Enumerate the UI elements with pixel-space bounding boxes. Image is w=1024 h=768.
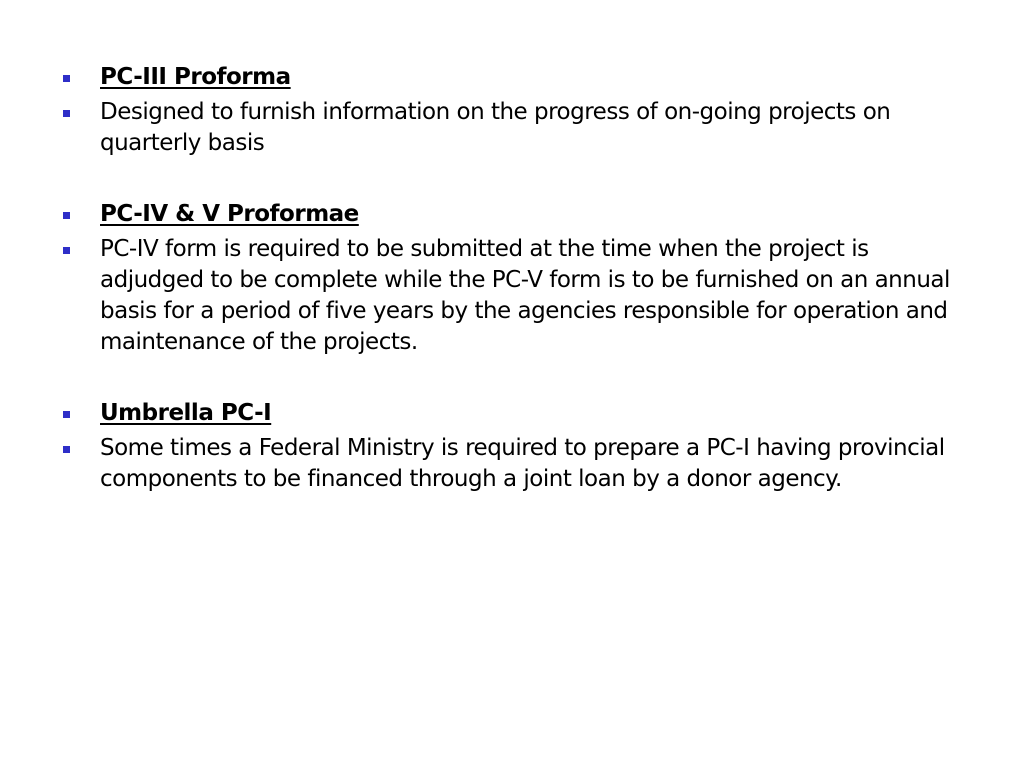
heading-text: PC-IV & V Proformae xyxy=(100,201,359,227)
body-text: Some times a Federal Ministry is required to prepare a PC-I having provincial components to be financed through a joint loan by a donor agency. xyxy=(100,435,945,492)
bullet-text-pc-iii xyxy=(60,97,960,159)
square-bullet-icon xyxy=(63,110,70,117)
bullet-text-umbrella xyxy=(60,433,960,495)
square-bullet-icon xyxy=(63,446,70,453)
square-bullet-icon xyxy=(63,247,70,254)
body-text: Designed to furnish information on the progress of on-going projects on quarterly basis xyxy=(100,99,891,156)
square-bullet-icon xyxy=(63,411,70,418)
square-bullet-icon xyxy=(63,212,70,219)
heading-text: PC-III Proforma xyxy=(100,64,291,90)
body-text: PC-IV form is required to be submitted at the time when the project is adjudged to be complete while the PC-V form is to be furnished on an annual basis for a period of five years by the agencies responsible for operation and maintenance of the projects. xyxy=(100,236,950,355)
bullet-heading-umbrella xyxy=(60,398,960,429)
bullet-list xyxy=(60,62,960,495)
square-bullet-icon xyxy=(63,75,70,82)
bullet-heading-pc-iii xyxy=(60,62,960,93)
bullet-text-pc-iv-v xyxy=(60,234,960,358)
bullet-heading-pc-iv-v xyxy=(60,199,960,230)
heading-text: Umbrella PC-I xyxy=(100,400,272,426)
